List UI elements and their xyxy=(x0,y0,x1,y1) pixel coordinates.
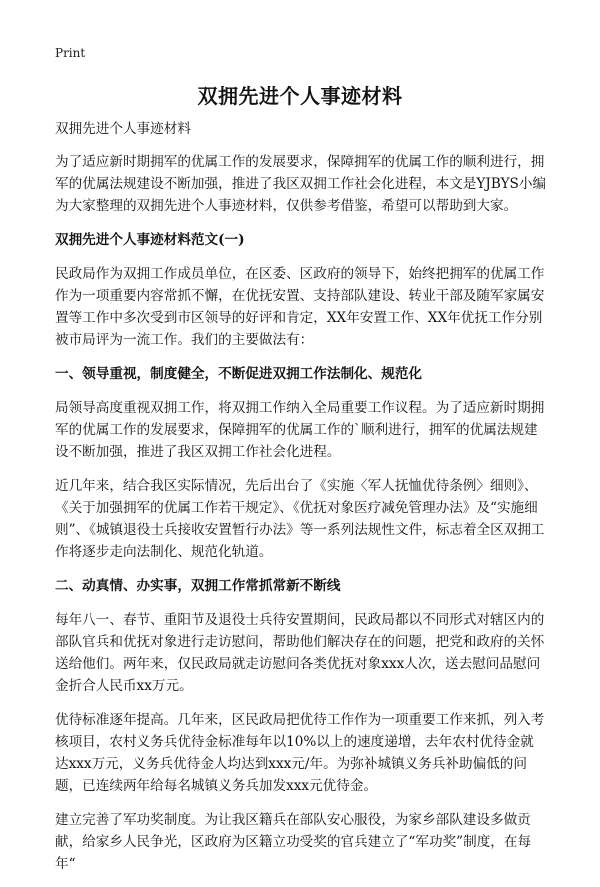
paragraph-2: 局领导高度重视双拥工作，将双拥工作纳入全局重要工作议程。为了适应新时期拥军的优属工作的发展要求，保障拥军的优属工作的`顺利进行，拥军的优属法规建设不断加强，推进了我区双拥工作社会化进程。 xyxy=(55,400,545,460)
heading-1: 一、领导重视，制度健全，不断促进双拥工作法制化、规范化 xyxy=(55,366,423,382)
heading-2: 二、动真情、办实事，双拥工作常抓常新不断线 xyxy=(55,578,341,594)
print-link[interactable]: Print xyxy=(55,46,86,60)
paragraph-4: 每年八一、春节、重阳节及退役士兵待安置期间，民政局都以不同形式对辖区内的部队官兵和优抚对象进行走访慰问，帮助他们解决存在的问题，把党和政府的关怀送给他们。两年来，仅民政局就走访慰问各类优抚对象xxx人次，送去慰问品慰问金折合人民币xx万元。 xyxy=(55,612,545,694)
page-title: 双拥先进个人事迹材料 xyxy=(197,84,403,108)
paragraph-5: 优待标准逐年提高。几年来，区民政局把优待工作作为一项重要工作来抓，列入考核项目，农村义务兵优待金标准每年以10%以上的速度递增，去年农村优待金就达xxx万元，义务兵优待金人均达到xxx元/年。为弥补城镇义务兵补助偏低的问题，已连续两年给每名城镇义务兵加发xxx元优待金。 xyxy=(55,712,545,794)
article-subtitle: 双拥先进个人事迹材料 xyxy=(55,121,191,137)
paragraph-3: 近几年来，结合我区实际情况，先后出台了《实施〈军人抚恤优待条例〉细则》、《关于加强拥军的优属工作若干规定》、《优抚对象医疗减免管理办法》及“实施细则”、《城镇退役士兵接收安置暂行办法》等一系列法规性文件，标志着全区双拥工作将逐步走向法制化、规范化轨道。 xyxy=(55,478,545,560)
intro-paragraph: 为了适应新时期拥军的优属工作的发展要求，保障拥军的优属工作的顺利进行，拥军的优属法规建设不断加强，推进了我区双拥工作社会化进程，本文是YJBYS小编为大家整理的双拥先进个人事迹材料，仅供参考借鉴，希望可以帮助到大家。 xyxy=(55,154,547,214)
article-body xyxy=(55,118,547,887)
paragraph-6: 建立完善了军功奖制度。为让我区籍兵在部队安心服役，为家乡部队建设多做贡献，给家乡人民争光，区政府为区籍立功受奖的官兵建立了“军功奖”制度，在每年“ xyxy=(55,812,532,872)
paragraph-1: 民政局作为双拥工作成员单位，在区委、区政府的领导下，始终把拥军的优属工作作为一项重要内容常抓不懈，在优抚安置、支持部队建设、转业干部及随军家属安置等工作中多次受到市区领导的好评和肯定，XX年安置工作、XX年优抚工作分别被市局评为一流工作。我们的主要做法有： xyxy=(55,266,545,348)
section-title: 双拥先进个人事迹材料范文(一) xyxy=(55,232,245,248)
